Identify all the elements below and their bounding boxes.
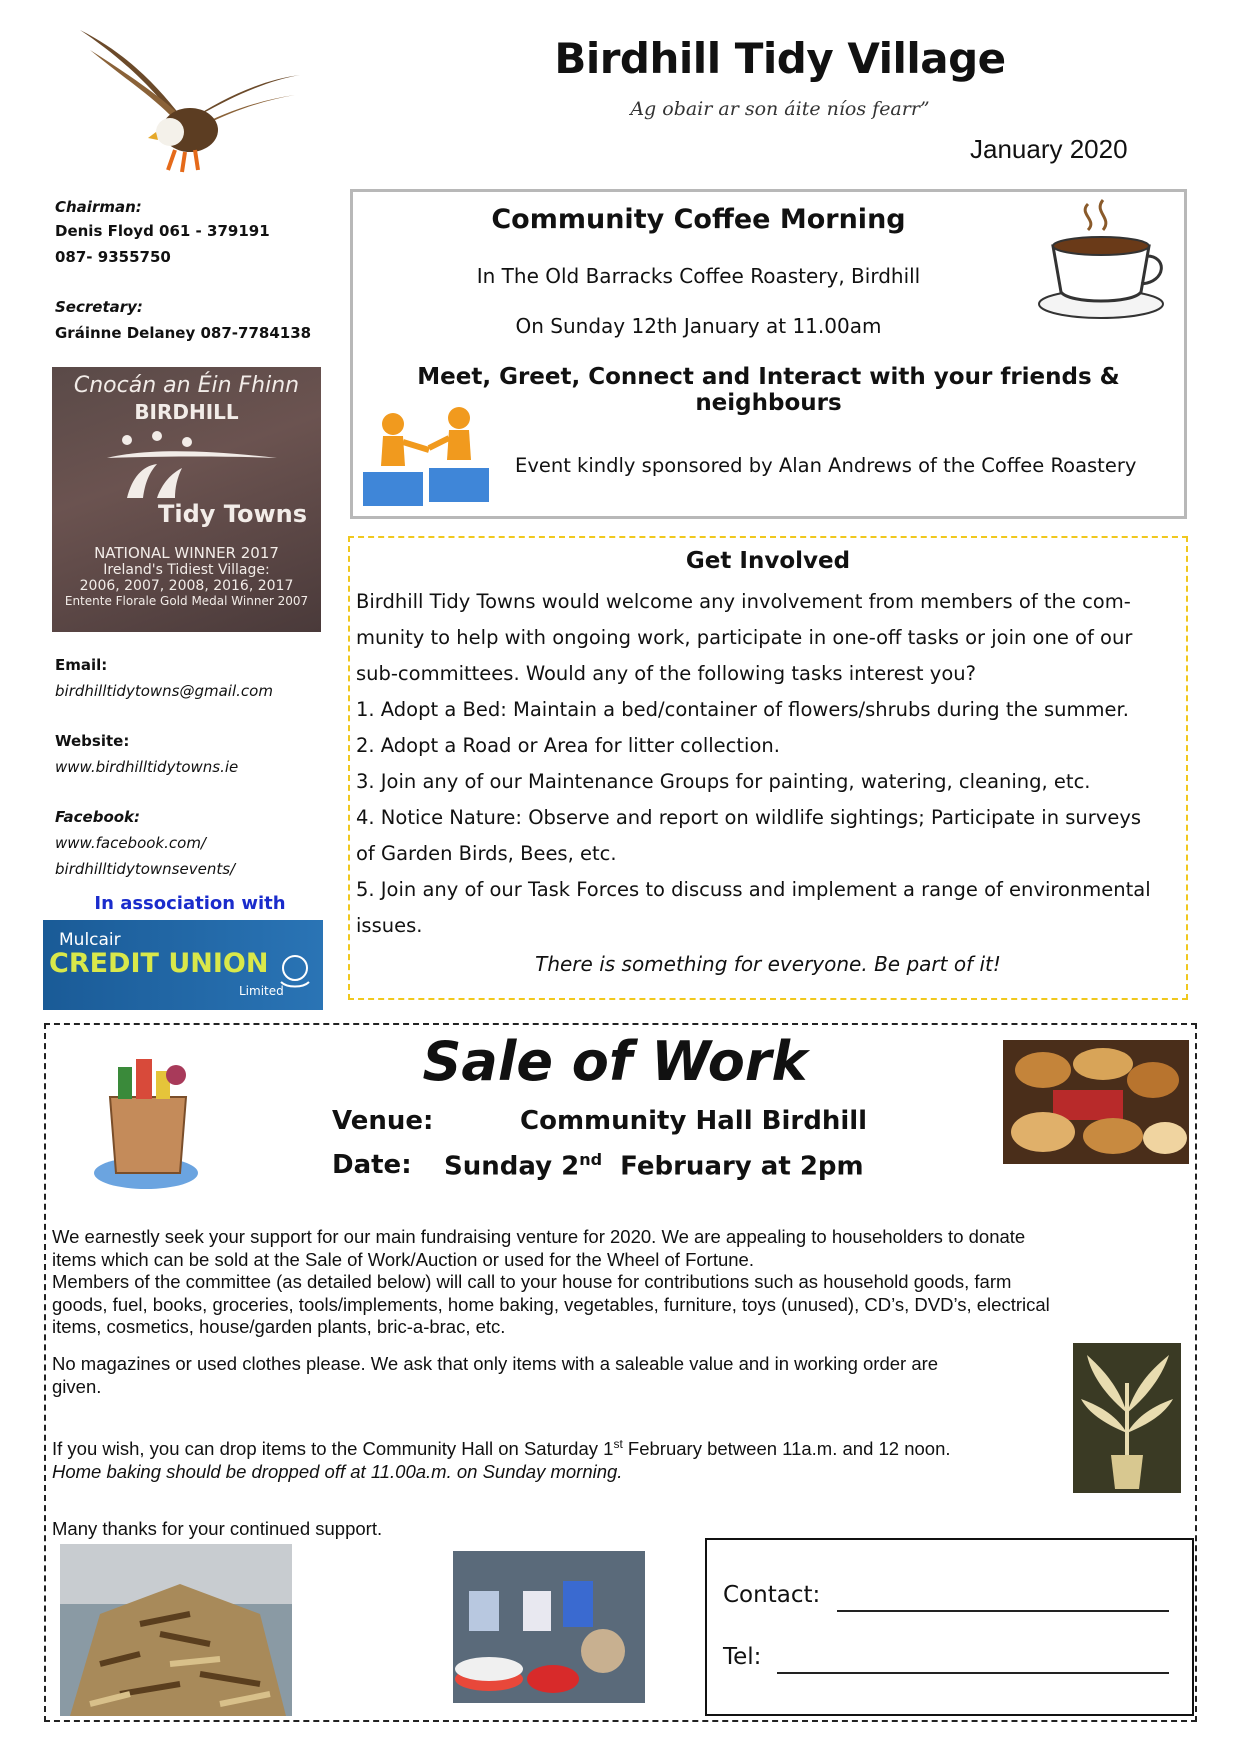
sale-para1-line: items, cosmetics, house/garden plants, bric-a-brac, etc. <box>52 1316 506 1337</box>
sale-thanks: Many thanks for your continued support. <box>52 1518 383 1539</box>
badge-entente-florale: Entente Florale Gold Medal Winner 2007 <box>64 594 309 608</box>
sale-para1-line: items which can be sold at the Sale of Work/Auction or used for the Wheel of Fortune. <box>52 1248 754 1270</box>
issue-date: January 2020 <box>970 134 1128 164</box>
eagle-logo <box>70 20 310 180</box>
website-link[interactable]: www.birdhilltidytowns.ie <box>55 758 239 776</box>
badge-village: BIRDHILL <box>134 400 239 424</box>
website-label: Website: <box>55 732 130 750</box>
venue-label: Venue: <box>332 1106 434 1136</box>
get-involved-heading: Get Involved <box>685 548 851 574</box>
contact-box <box>705 1538 1194 1716</box>
coffee-morning-box <box>350 189 1187 519</box>
chairman-phone: 087- 9355750 <box>55 248 171 266</box>
badge-tidy-towns: Tidy Towns <box>158 500 307 528</box>
chairman-name: Denis Floyd 061 - 379191 <box>55 222 270 240</box>
involved-line: 1. Adopt a Bed: Maintain a bed/container of flowers/shrubs during the summer. <box>356 698 1129 721</box>
facebook-link-line2[interactable]: birdhilltidytownsevents/ <box>55 860 236 878</box>
firewood-photo <box>60 1544 292 1716</box>
coffee-heading: Community Coffee Morning <box>491 204 906 235</box>
secretary-label: Secretary: <box>55 298 143 316</box>
contact-field[interactable] <box>837 1610 1169 1612</box>
involved-line: of Garden Birds, Bees, etc. <box>356 842 617 865</box>
tidy-towns-badge <box>52 367 321 632</box>
involved-line: 5. Join any of our Task Forces to discuss and implement a range of environmental <box>356 878 1151 901</box>
tel-field[interactable] <box>777 1672 1169 1674</box>
badge-years: 2006, 2007, 2008, 2016, 2017 <box>79 578 294 594</box>
involved-line: Birdhill Tidy Towns would welcome any involvement from members of the com- <box>356 590 1131 613</box>
sale-para3-post: February between 11a.m. and 12 noon. <box>622 1438 951 1460</box>
association-label: In association with <box>94 893 286 914</box>
credit-union-logo <box>43 920 323 1010</box>
badge-irish-name: Cnocán an Éin Fhinn <box>73 373 300 398</box>
cu-logo-line1: Mulcair <box>59 930 121 950</box>
coffee-venue: In The Old Barracks Coffee Roastery, Birdhill <box>476 264 921 288</box>
sale-paragraph-1 <box>52 1226 1182 1339</box>
badge-national-winner: NATIONAL WINNER 2017 <box>94 544 279 562</box>
involved-line: munity to help with ongoing work, participate in one-off tasks or join one of our <box>356 626 1133 649</box>
newsletter-motto: Ag obair ar son áite níos fearr” <box>630 98 930 120</box>
crockery-photo <box>453 1551 645 1703</box>
sale-para1-line: Members of the committee (as detailed below) will call to your house for contributions such as household goods, farm <box>52 1271 1012 1292</box>
date-label: Date: <box>332 1150 412 1180</box>
cu-logo-line2: CREDIT UNION <box>49 948 269 979</box>
sale-para3-pre: If you wish, you can drop items to the Community Hall on Saturday 1 <box>52 1438 614 1460</box>
sale-of-work-title: Sale of Work <box>422 1030 808 1093</box>
venue-value: Community Hall Birdhill <box>520 1106 868 1136</box>
sale-para1-line: goods, fuel, books, groceries, tools/implements, home baking, vegetables, furniture, toys (unused), CD’s, DVD’s, electrical <box>52 1293 1050 1315</box>
involved-line: sub-committees. Would any of the following tasks interest you? <box>356 662 976 685</box>
chairman-label: Chairman: <box>55 198 142 216</box>
sale-para3-sup: st <box>613 1437 623 1451</box>
coffee-cup-icon <box>1033 196 1173 326</box>
newsletter-title: Birdhill Tidy Village <box>554 34 1006 83</box>
involved-line: issues. <box>356 914 423 937</box>
bread-photo <box>1003 1040 1189 1164</box>
sale-para2-line: No magazines or used clothes please. We ask that only items with a saleable value and in working order are <box>52 1353 939 1374</box>
cu-logo-line3: Limited <box>239 984 284 998</box>
coffee-sponsor: Event kindly sponsored by Alan Andrews of the Coffee Roastery <box>515 454 1137 477</box>
facebook-label: Facebook: <box>55 808 141 826</box>
sale-paragraph-2 <box>52 1353 1072 1398</box>
tidy-towns-swoosh-icon <box>87 428 287 498</box>
date-value-pre: Sunday 2 <box>444 1151 580 1182</box>
badge-tidiest-village: Ireland's Tidiest Village: <box>103 562 270 578</box>
involved-line: 4. Notice Nature: Observe and report on wildlife sightings; Participate in surveys <box>356 806 1142 829</box>
contact-label: Contact: <box>723 1582 821 1608</box>
grocery-bag-icon <box>88 1045 208 1195</box>
tel-label: Tel: <box>723 1644 762 1670</box>
puzzle-people-icon <box>359 402 499 512</box>
involved-closing: There is something for everyone. Be part of it! <box>535 952 1001 976</box>
plant-photo <box>1073 1343 1181 1493</box>
date-value <box>444 1150 864 1182</box>
coffee-tagline: Meet, Greet, Connect and Interact with your friends & neighbours <box>417 364 1120 416</box>
coffee-time: On Sunday 12th January at 11.00am <box>515 314 882 338</box>
sale-para2-line: given. <box>52 1375 102 1397</box>
date-value-post: February at 2pm <box>620 1151 864 1182</box>
involved-line: 2. Adopt a Road or Area for litter collection. <box>356 734 780 757</box>
sale-para3-line2: Home baking should be dropped off at 11.00a.m. on Sunday morning. <box>52 1460 623 1482</box>
sale-para1-line: We earnestly seek your support for our main fundraising venture for 2020. We are appealing to householders to donate <box>52 1226 1026 1247</box>
sale-paragraph-3 <box>52 1433 1082 1483</box>
involved-line: 3. Join any of our Maintenance Groups for painting, watering, cleaning, etc. <box>356 770 1091 793</box>
email-link[interactable]: birdhilltidytowns@gmail.com <box>55 682 273 700</box>
secretary-name: Gráinne Delaney 087-7784138 <box>55 324 312 342</box>
email-label: Email: <box>55 656 108 674</box>
get-involved-box <box>348 536 1188 1000</box>
facebook-link-line1[interactable]: www.facebook.com/ <box>55 834 206 852</box>
cu-hands-icon <box>275 950 315 990</box>
date-value-sup: nd <box>579 1150 603 1169</box>
